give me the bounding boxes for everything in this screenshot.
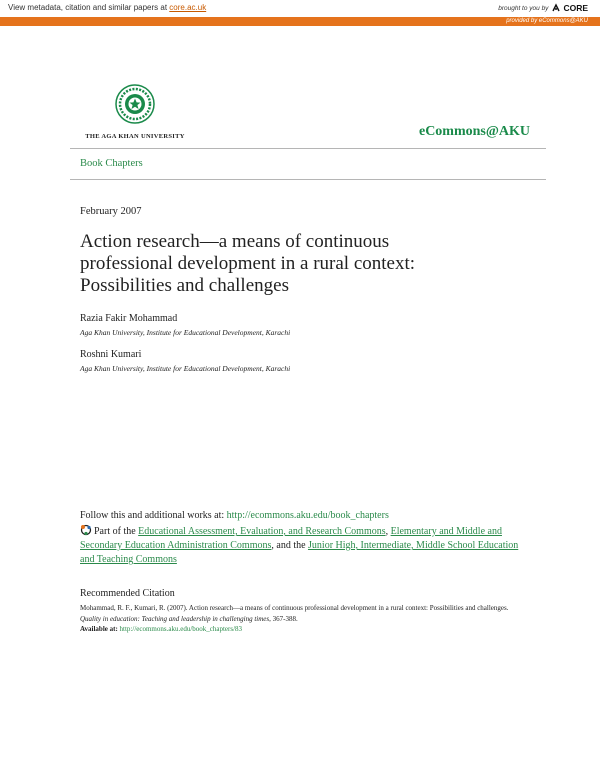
network-icon [80,524,92,536]
recommended-citation-heading: Recommended Citation [80,588,175,599]
core-link[interactable]: core.ac.uk [169,3,207,12]
university-name: THE AGA KHAN UNIVERSITY [85,133,185,140]
author-name: Razia Fakir Mohammad [80,313,178,324]
core-logo-icon [551,3,561,13]
collection-url-link[interactable]: http://ecommons.aku.edu/book_chapters [226,510,389,521]
collection-divider [70,179,546,180]
title-line: professional development in a rural context: [80,253,416,274]
title-line: Possibilities and challenges [80,275,289,296]
core-top-bar [0,0,600,17]
author-affiliation: Aga Khan University, Institute for Educational Development, Karachi [80,364,291,373]
header-divider [70,148,546,149]
author-affiliation: Aga Khan University, Institute for Educational Development, Karachi [80,328,291,337]
document-title [80,231,480,297]
title-line: Action research—a means of continuous [80,231,390,252]
citation-text: Mohammad, R. F., Kumari, R. (2007). Action research—a means of continuous professional development in a rural context: Possibilities and challenges. Quality in education: Teaching and leadership in challenging times, 367-388. Available at: http://ecommons.aku.edu/book_chapters/83 [80,604,509,633]
commons-link[interactable]: Educational Assessment, Evaluation, and Research Commons [138,526,386,537]
publication-date: February 2007 [80,206,142,217]
follow-line: Follow this and additional works at: http://ecommons.aku.edu/book_chapters [80,510,389,521]
core-provided-text: provided by eCommons@AKU [506,18,588,24]
university-logo [80,84,190,140]
citation-url-link[interactable]: http://ecommons.aku.edu/book_chapters/83 [119,625,243,633]
commons-link[interactable]: Elementary and Middle and Secondary Education Administration Commons [80,526,502,551]
core-banner [0,0,600,26]
repository-name[interactable]: eCommons@AKU [418,124,530,139]
core-brought-to-you[interactable]: brought to you by CORE [498,3,588,13]
core-logo: CORE [551,3,588,13]
part-of-commons: Part of the Educational Assessment, Evaluation, and Research Commons, Elementary and Middle and Secondary Education Administration Commons, and the Junior High, Intermediate, Middle School Education and Teaching Commons [80,526,519,565]
collection-link[interactable]: Book Chapters [80,158,143,169]
aku-emblem-icon [115,84,155,124]
commons-link[interactable]: Junior High, Intermediate, Middle School Education and Teaching Commons [80,540,519,565]
author-name: Roshni Kumari [80,349,142,360]
core-metadata-text: View metadata, citation and similar papers at core.ac.uk [8,3,207,12]
